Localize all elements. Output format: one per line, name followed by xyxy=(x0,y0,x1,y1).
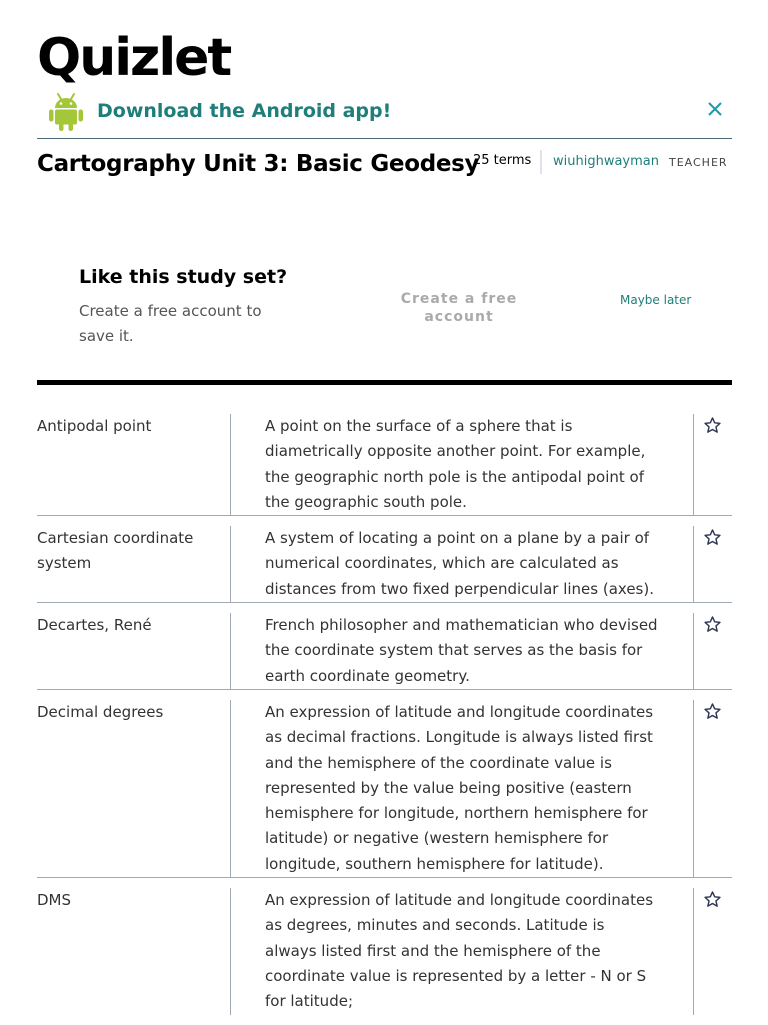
promo-title: Like this study set? xyxy=(79,266,288,288)
android-app-banner xyxy=(37,90,732,139)
download-android-app-link[interactable]: Download the Android app! xyxy=(97,100,392,122)
definition-text: French philosopher and mathematician who devised the coordinate system that serves as the basis for earth coordinate geometry. xyxy=(265,616,658,685)
close-icon[interactable] xyxy=(706,100,724,118)
column-divider xyxy=(230,700,231,877)
term-text: DMS xyxy=(37,891,72,910)
author-role-badge: TEACHER xyxy=(669,156,728,169)
term-row xyxy=(37,526,732,603)
meta-divider xyxy=(540,150,542,174)
term-text: Decartes, René xyxy=(37,616,152,635)
set-title: Cartography Unit 3: Basic Geodesy xyxy=(37,151,480,177)
term-count: 25 terms xyxy=(473,153,532,168)
column-divider xyxy=(230,613,231,689)
star-icon[interactable] xyxy=(703,615,722,634)
terms-list xyxy=(37,414,732,1025)
term-text: Decimal degrees xyxy=(37,702,164,721)
quizlet-logo[interactable]: Quizlet xyxy=(37,28,231,88)
star-icon[interactable] xyxy=(703,416,722,435)
term-row xyxy=(37,700,732,878)
promo-text: Create a free account to save it. xyxy=(79,302,262,345)
author-link[interactable]: wiuhighwayman xyxy=(553,154,659,169)
column-divider xyxy=(693,613,694,689)
maybe-later-link[interactable]: Maybe later xyxy=(620,293,692,307)
term-row xyxy=(37,613,732,690)
definition-text: An expression of latitude and longitude coordinates as decimal fractions. Longitude is always listed first and the hemisphere of the coordinate value is represented by the value being positive (eastern hemisphere for longitude, northern hemisphere for latitude) or negative (western hemisphere for longitude, southern hemisphere for latitude). xyxy=(265,702,654,873)
column-divider xyxy=(693,888,694,1014)
column-divider xyxy=(230,414,231,515)
section-divider xyxy=(37,380,732,385)
definition-text: A system of locating a point on a plane by a pair of numerical coordinates, which are calculated as distances from two fixed perpendicular lines (axes). xyxy=(265,529,654,598)
term-row xyxy=(37,888,732,1014)
create-account-button[interactable]: Create a free account xyxy=(400,291,518,325)
column-divider xyxy=(693,700,694,877)
column-divider xyxy=(693,414,694,515)
star-icon[interactable] xyxy=(703,890,722,909)
column-divider xyxy=(230,888,231,1014)
star-icon[interactable] xyxy=(703,528,722,547)
android-icon xyxy=(49,92,83,132)
star-icon[interactable] xyxy=(703,702,722,721)
term-row xyxy=(37,414,732,516)
definition-text: A point on the surface of a sphere that is diametrically opposite another point. For example, the geographic north pole is the antipodal point of the geographic south pole. xyxy=(265,417,646,511)
term-text: Cartesian coordinate system xyxy=(37,529,194,573)
column-divider xyxy=(230,526,231,602)
column-divider xyxy=(693,526,694,602)
term-text: Antipodal point xyxy=(37,417,152,435)
definition-text: An expression of latitude and longitude coordinates as degrees, minutes and seconds. Latitude is always listed first and the hemisphere of the coordinate value is represented by a letter - N or S for latitude; xyxy=(265,891,654,1011)
